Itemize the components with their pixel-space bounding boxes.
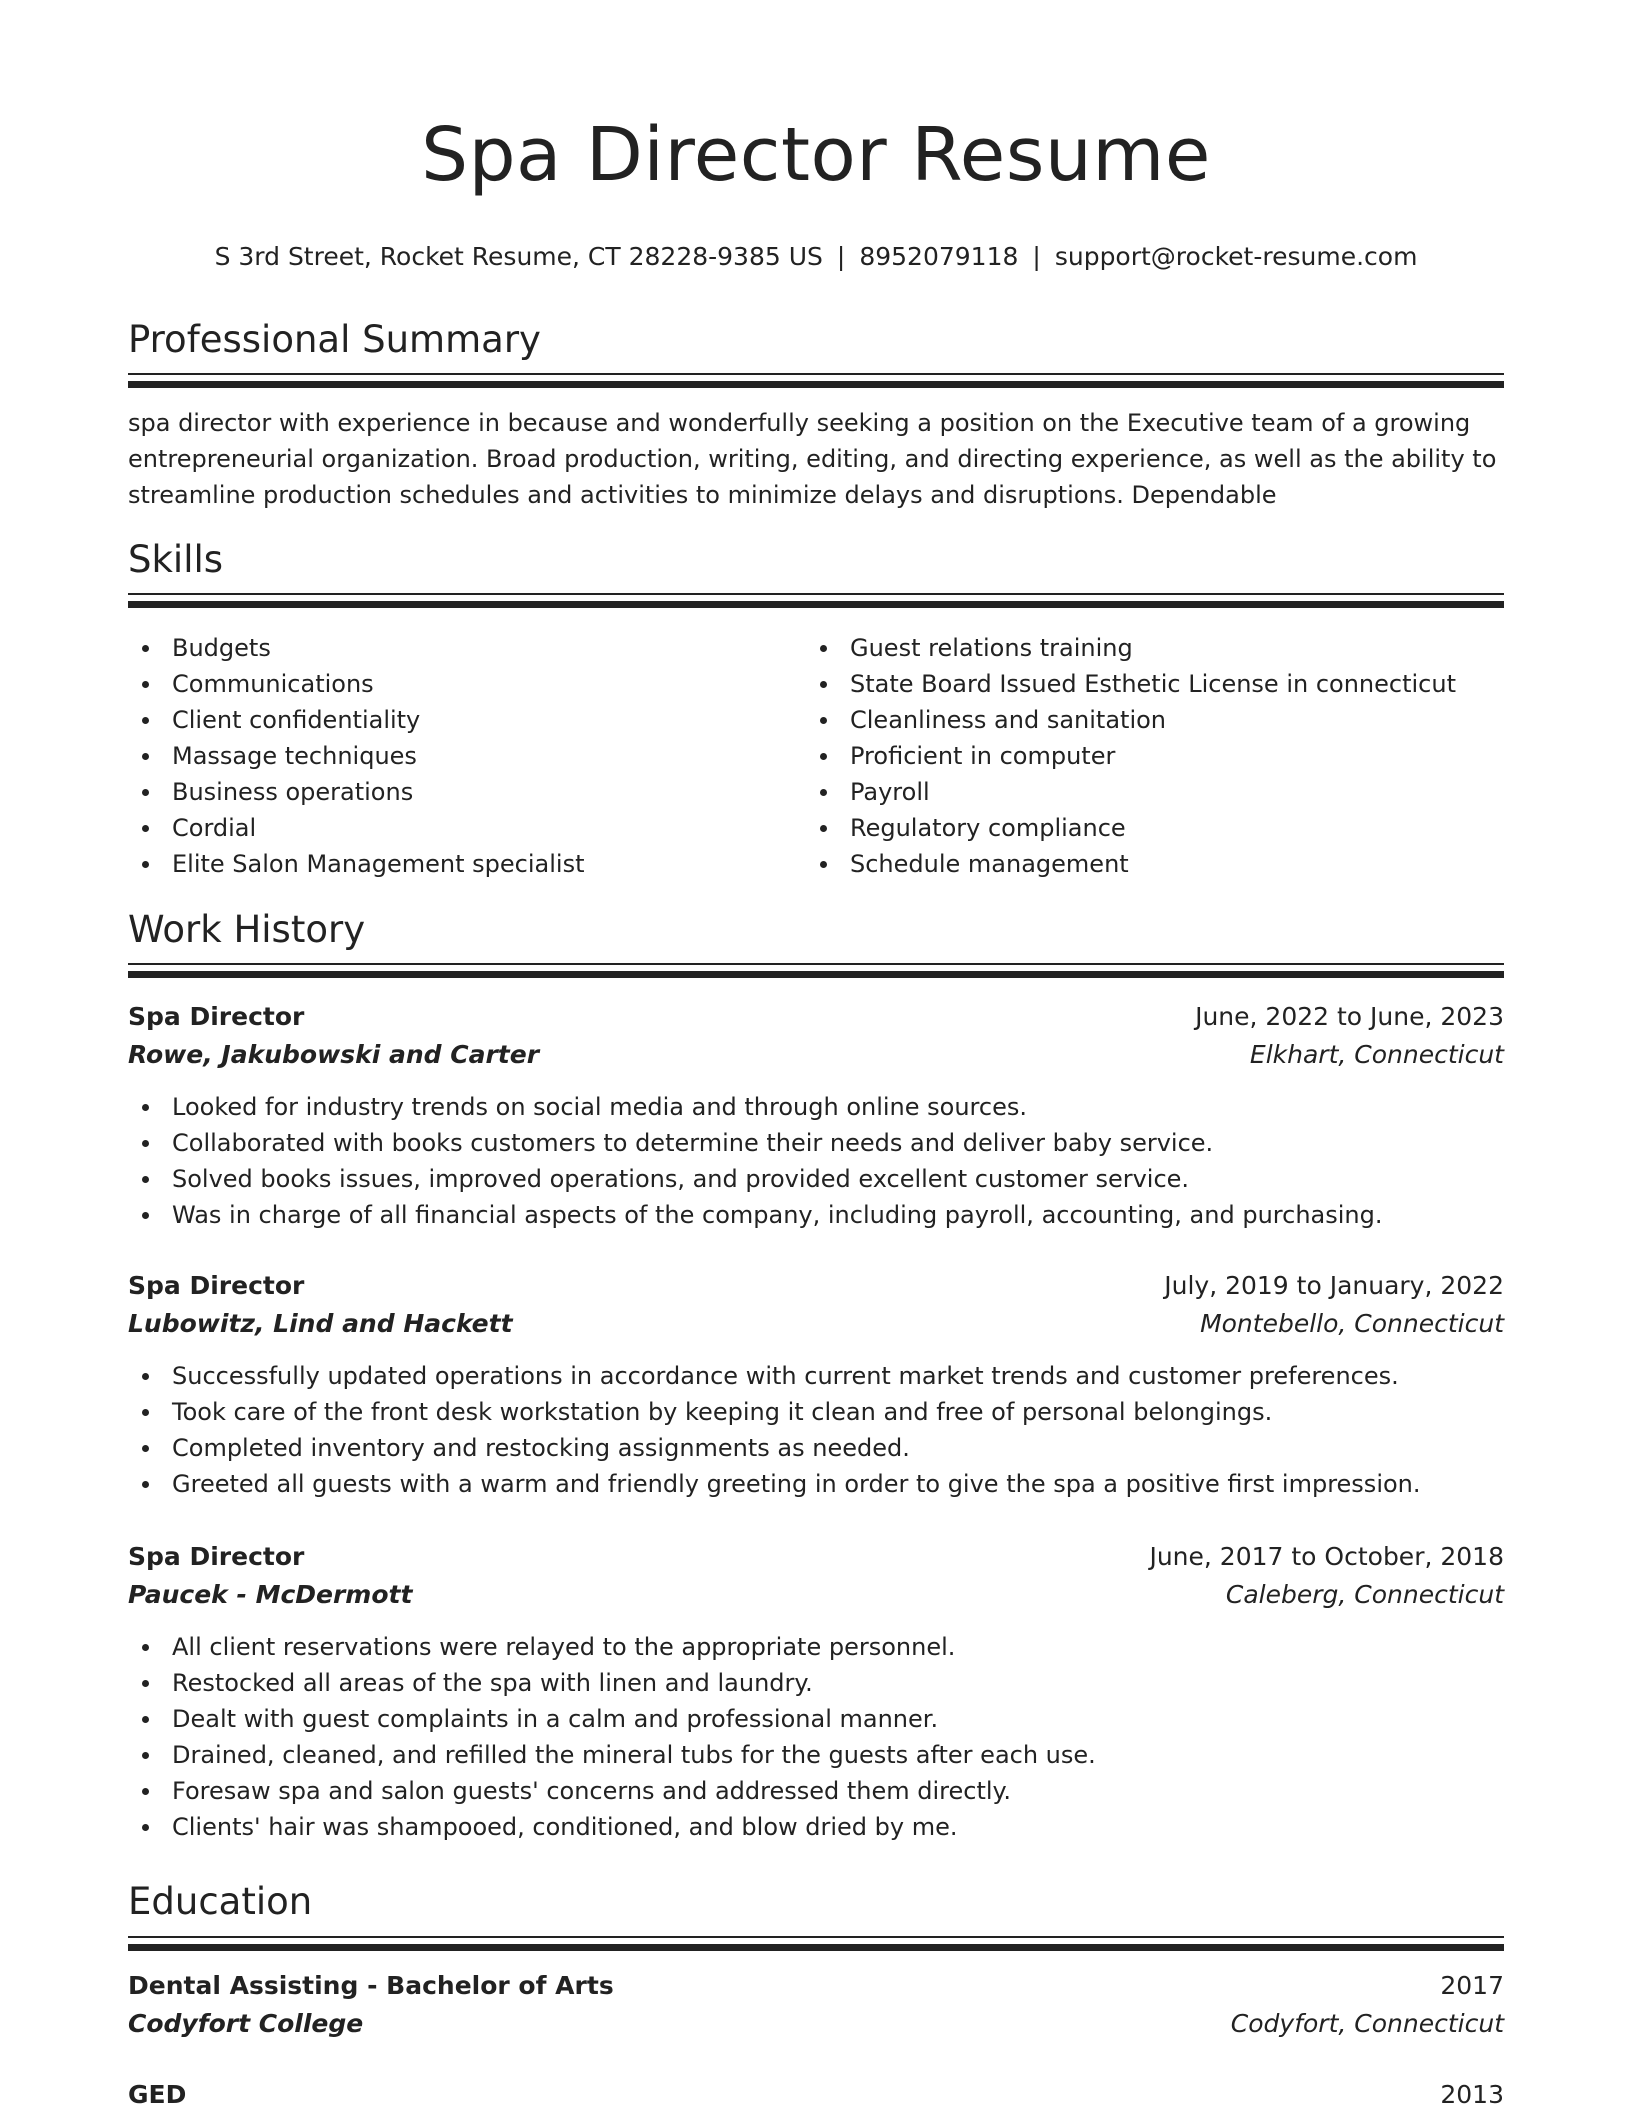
skills-list-right <box>806 630 1504 882</box>
job-location: Elkhart, Connecticut <box>1249 1040 1504 1069</box>
list-item: Clients' hair was shampooed, conditioned, and blow dried by me. <box>128 1809 1504 1845</box>
skill-item: State Board Issued Esthetic License in connecticut <box>806 666 1504 702</box>
job-title: Spa Director <box>128 1002 305 1031</box>
section-divider <box>128 593 1504 608</box>
contact-separator: | <box>836 242 846 271</box>
list-item: Greeted all guests with a warm and friendly greeting in order to give the spa a positive first impression. <box>128 1466 1504 1502</box>
list-item: Completed inventory and restocking assignments as needed. <box>128 1430 1504 1466</box>
skill-item: Schedule management <box>806 846 1504 882</box>
contact-separator: | <box>1032 242 1041 271</box>
list-item: Was in charge of all financial aspects of the company, including payroll, accounting, and purchasing. <box>128 1197 1504 1233</box>
resume-title: Spa Director Resume <box>421 112 1211 198</box>
skill-item: Payroll <box>806 774 1504 810</box>
job-bullets <box>128 1629 1504 1845</box>
job-location: Montebello, Connecticut <box>1200 1309 1504 1338</box>
degree-title: GED <box>128 2080 187 2109</box>
section-divider <box>128 373 1504 388</box>
skill-item: Regulatory compliance <box>806 810 1504 846</box>
skill-item: Proficient in computer <box>806 738 1504 774</box>
job-entry <box>128 1539 1504 1845</box>
list-item: All client reservations were relayed to the appropriate personnel. <box>128 1629 1504 1665</box>
job-bullets <box>128 1089 1504 1233</box>
education-heading: Education <box>128 1880 313 1923</box>
job-dates: July, 2019 to January, 2022 <box>1164 1271 1504 1300</box>
summary-text: spa director with experience in because and wonderfully seeking a position on the Executive team of a growing entrepreneurial organization. Broad production, writing, editing, and directing experience, as well as the ability to streamline production schedules and activities to minimize delays and disruptions. Dependable <box>128 409 1497 509</box>
job-title: Spa Director <box>128 1271 305 1300</box>
skill-item: Cleanliness and sanitation <box>806 702 1504 738</box>
skill-item: Elite Salon Management specialist <box>128 846 798 882</box>
education-year: 2013 <box>1440 2080 1504 2109</box>
school-name: Codyfort College <box>128 2009 364 2038</box>
job-title: Spa Director <box>128 1542 305 1571</box>
job-location: Caleberg, Connecticut <box>1225 1580 1504 1609</box>
list-item: Solved books issues, improved operations, and provided excellent customer service. <box>128 1161 1504 1197</box>
job-bullets <box>128 1358 1504 1502</box>
contact-line <box>128 241 1504 273</box>
school-location: Codyfort, Connecticut <box>1230 2009 1504 2038</box>
list-item: Collaborated with books customers to determine their needs and deliver baby service. <box>128 1125 1504 1161</box>
list-item: Successfully updated operations in accordance with current market trends and customer preferences. <box>128 1358 1504 1394</box>
work-history-heading: Work History <box>128 908 366 951</box>
list-item: Dealt with guest complaints in a calm and professional manner. <box>128 1701 1504 1737</box>
skill-item: Communications <box>128 666 798 702</box>
job-employer: Rowe, Jakubowski and Carter <box>128 1040 540 1069</box>
contact-email[interactable]: support@rocket-resume.com <box>1054 242 1418 271</box>
job-dates: June, 2017 to October, 2018 <box>1149 1542 1504 1571</box>
contact-phone: 8952079118 <box>859 242 1019 271</box>
job-entry <box>128 999 1504 1233</box>
skill-item: Budgets <box>128 630 798 666</box>
list-item: Took care of the front desk workstation by keeping it clean and free of personal belongings. <box>128 1394 1504 1430</box>
skills-heading: Skills <box>128 538 224 581</box>
skill-item: Business operations <box>128 774 798 810</box>
skills-list-left <box>128 630 798 882</box>
skill-item: Cordial <box>128 810 798 846</box>
section-divider <box>128 1936 1504 1951</box>
job-entry <box>128 1268 1504 1502</box>
education-entry <box>128 2077 1504 2115</box>
education-year: 2017 <box>1440 1971 1504 2000</box>
list-item: Looked for industry trends on social media and through online sources. <box>128 1089 1504 1125</box>
list-item: Restocked all areas of the spa with linen and laundry. <box>128 1665 1504 1701</box>
job-employer: Paucek - McDermott <box>128 1580 413 1609</box>
section-divider <box>128 963 1504 978</box>
contact-address: S 3rd Street, Rocket Resume, CT 28228-9385 US <box>214 242 823 271</box>
list-item: Drained, cleaned, and refilled the mineral tubs for the guests after each use. <box>128 1737 1504 1773</box>
summary-heading: Professional Summary <box>128 318 541 361</box>
degree-title: Dental Assisting - Bachelor of Arts <box>128 1971 614 2000</box>
job-dates: June, 2022 to June, 2023 <box>1195 1002 1504 1031</box>
skill-item: Guest relations training <box>806 630 1504 666</box>
skill-item: Massage techniques <box>128 738 798 774</box>
education-entry <box>128 1968 1504 2044</box>
job-employer: Lubowitz, Lind and Hackett <box>128 1309 513 1338</box>
skill-item: Client confidentiality <box>128 702 798 738</box>
list-item: Foresaw spa and salon guests' concerns and addressed them directly. <box>128 1773 1504 1809</box>
